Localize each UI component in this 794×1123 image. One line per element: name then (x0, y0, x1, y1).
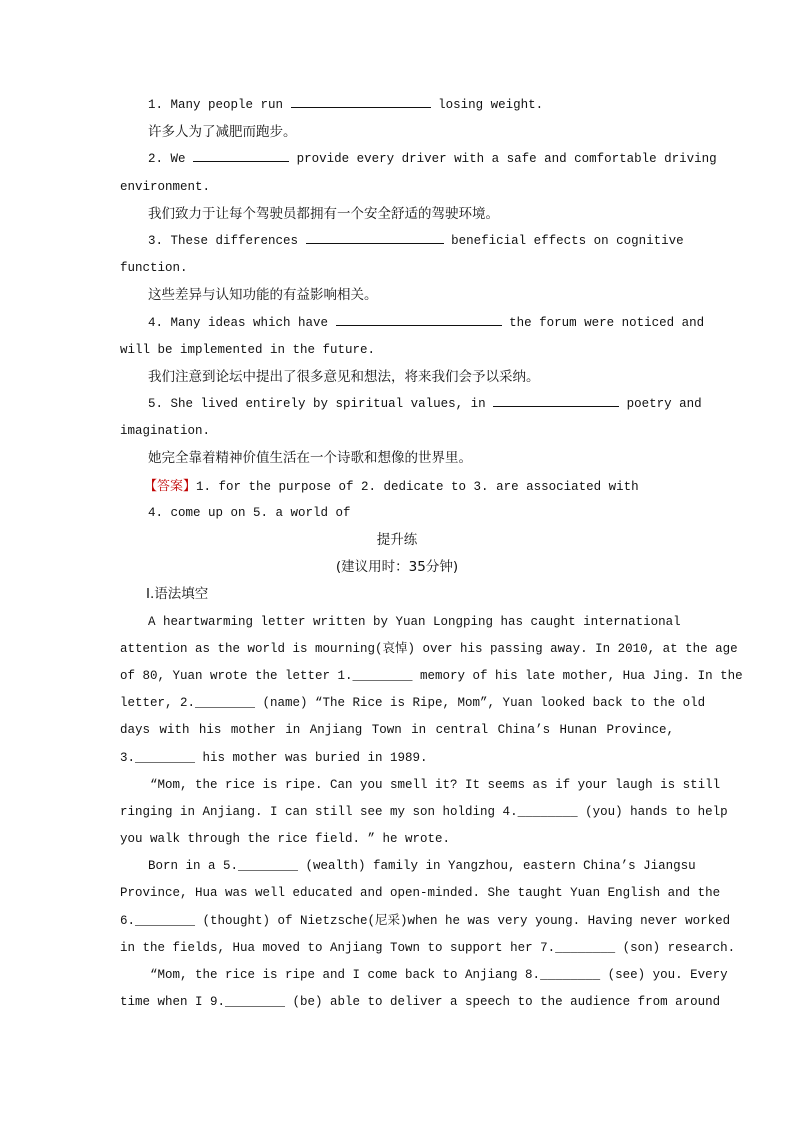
worksheet-content (120, 92, 743, 1016)
passage-line: in the fields, Hua moved to Anjiang Town to support her 7.________ (son) research. (120, 940, 736, 955)
question-5-continued: imagination. (120, 424, 211, 439)
answer-blank[interactable] (306, 231, 444, 244)
passage-line: you walk through the rice field. ” he wrote. (120, 832, 451, 847)
question-1-translation: 许多人为了减肥而跑步。 (148, 124, 297, 141)
question-3 (120, 228, 684, 255)
question-5 (120, 391, 702, 418)
answer-key-line-2: 4. come up on 5. a world of (148, 505, 351, 520)
question-5-translation: 她完全靠着精神价值生活在一个诗歌和想像的世界里。 (148, 450, 472, 467)
passage-line: of 80, Yuan wrote the letter 1.________ memory of his late mother, Hua Jing. In the (120, 668, 743, 683)
passage-line: Born in a 5.________ (wealth) family in Yangzhou, eastern China’s Jiangsu (148, 859, 696, 874)
question-number: 5. (148, 397, 164, 412)
question-text: She lived entirely by spiritual values, in (170, 397, 486, 412)
passage-line: A heartwarming letter written by Yuan Longping has caught international (148, 614, 681, 629)
answer-blank[interactable] (336, 313, 502, 326)
question-4-continued: will be implemented in the future. (120, 342, 376, 357)
question-text: Many people run (170, 98, 284, 112)
question-1 (120, 92, 674, 119)
question-text: provide every driver with a safe and comfortable driving (296, 152, 717, 167)
passage-line: days with his mother in Anjiang Town in central China’s Hunan Province, (120, 723, 674, 738)
question-3-translation: 这些差异与认知功能的有益影响相关。 (148, 287, 378, 304)
answer-tag: 【答案】 (144, 478, 197, 494)
question-4-translation: 我们注意到论坛中提出了很多意见和想法，将来我们会予以采纳。 (148, 368, 540, 385)
question-2 (120, 146, 717, 173)
answer-blank[interactable] (193, 149, 289, 162)
passage-line: 3.________ his mother was buried in 1989. (120, 750, 428, 765)
passage-line: ringing in Anjiang. I can still see my son holding 4.________ (you) hands to help (120, 804, 728, 819)
answer-key-line-1 (120, 473, 674, 500)
question-2-translation: 我们致力于让每个驾驶员都拥有一个安全舒适的驾驶环境。 (148, 205, 499, 222)
answer-key-text: 1. for the purpose of 2. dedicate to 3. are associated with (196, 479, 639, 494)
passage-line: “Mom, the rice is ripe and I come back to Anjiang 8.________ (see) you. Every (150, 968, 728, 982)
answer-blank[interactable] (493, 394, 619, 407)
question-text: the forum were noticed and (509, 315, 705, 330)
question-text: poetry and (626, 397, 702, 412)
question-text: beneficial effects on cognitive (451, 233, 684, 248)
passage-line: “Mom, the rice is ripe. Can you smell it? It seems as if your laugh is still (150, 777, 721, 792)
passage-line: letter, 2.________ (name) “The Rice is Ripe, Mom”, Yuan looked back to the old (120, 696, 706, 711)
question-4 (120, 310, 705, 337)
question-text: Many ideas which have (170, 315, 329, 330)
answer-blank[interactable] (291, 95, 431, 108)
passage-line: time when I 9.________ (be) able to deliver a speech to the audience from around (120, 995, 721, 1010)
question-text: These differences (170, 233, 299, 248)
question-number: 2. (148, 152, 164, 167)
section-title: 提升练 (376, 532, 418, 548)
question-text: losing weight. (438, 98, 544, 112)
question-2-continued: environment. (120, 179, 211, 194)
question-3-continued: function. (120, 261, 188, 276)
passage-line: Province, Hua was well educated and open-minded. She taught Yuan English and the (120, 886, 721, 901)
question-number: 3. (148, 233, 164, 248)
passage-line: attention as the world is mourning(哀悼) over his passing away. In 2010, at the age (120, 641, 738, 656)
section-subtitle: (建议用时：35分钟) (335, 559, 459, 576)
question-number: 1. (148, 98, 164, 112)
question-number: 4. (148, 315, 164, 330)
passage-line: 6.________ (thought) of Nietzsche(尼采)when he was very young. Having never worked (120, 913, 731, 928)
part-heading: Ⅰ.语法填空 (146, 586, 209, 603)
question-text: We (170, 152, 186, 167)
